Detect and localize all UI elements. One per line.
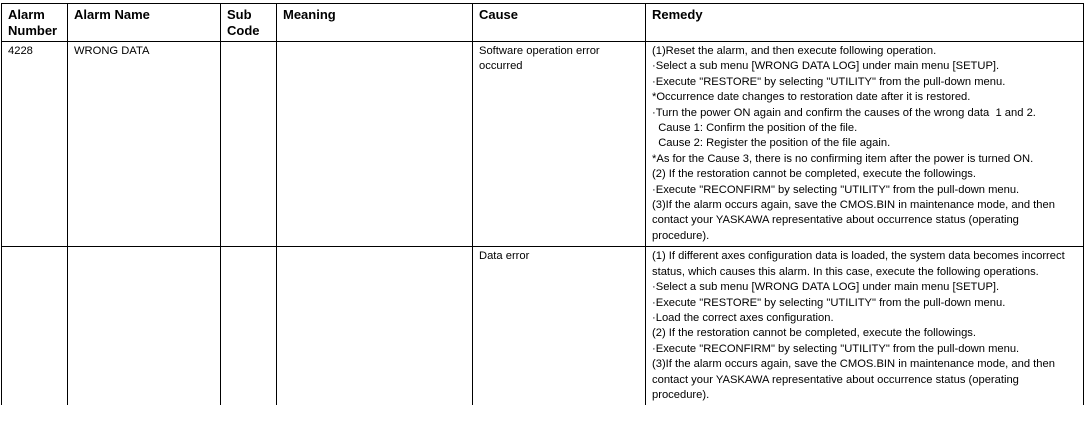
remedy-line: *As for the Cause 3, there is no confirming item after the power is turned ON. (652, 152, 1034, 165)
header-sub-code: Sub Code (221, 4, 277, 42)
header-meaning: Meaning (277, 4, 473, 42)
remedy-line: (1) If different axes configuration data is loaded, the system data becomes incorrect status, which causes this alarm. In this case, execute the following operations. (652, 250, 1068, 278)
cell-cause: Software operation error occurred (473, 42, 646, 247)
table-row (2, 247, 1084, 406)
header-row (2, 4, 1084, 42)
remedy-line: ·Execute "RESTORE" by selecting "UTILITY" from the pull-down menu. (652, 296, 1006, 309)
cell-alarm-name: WRONG DATA (68, 42, 221, 247)
cell-meaning (277, 247, 473, 406)
cell-cause: Data error (473, 247, 646, 406)
remedy-line: ·Execute "RECONFIRM" by selecting "UTILITY" from the pull-down menu. (652, 342, 1020, 355)
cell-alarm-number: 4228 (2, 42, 68, 247)
remedy-line: ·Execute "RECONFIRM" by selecting "UTILITY" from the pull-down menu. (652, 183, 1020, 196)
cell-remedy (646, 42, 1084, 247)
cell-alarm-name (68, 247, 221, 406)
header-alarm-number: Alarm Number (2, 4, 68, 42)
remedy-line: (3)If the alarm occurs again, save the CMOS.BIN in maintenance mode, and then contact your YASKAWA representative about occurrence status (operating procedure). (652, 199, 1059, 242)
remedy-line: Cause 1: Confirm the position of the file. (652, 122, 858, 135)
header-alarm-name: Alarm Name (68, 4, 221, 42)
cell-sub-code (221, 247, 277, 406)
cell-alarm-number (2, 247, 68, 406)
remedy-line: ·Turn the power ON again and confirm the causes of the wrong data 1 and 2. (652, 106, 1036, 119)
cell-remedy (646, 247, 1084, 406)
remedy-line: ·Select a sub menu [WRONG DATA LOG] under main menu [SETUP]. (652, 60, 1000, 73)
remedy-line: ·Load the correct axes configuration. (652, 311, 834, 324)
alarm-table (1, 3, 1084, 405)
header-remedy: Remedy (646, 4, 1084, 42)
cell-meaning (277, 42, 473, 247)
remedy-line: (1)Reset the alarm, and then execute following operation. (652, 45, 937, 57)
table-row (2, 42, 1084, 247)
remedy-line: ·Select a sub menu [WRONG DATA LOG] under main menu [SETUP]. (652, 281, 1000, 294)
remedy-line: Cause 2: Register the position of the file again. (652, 137, 891, 150)
remedy-line: ·Execute "RESTORE" by selecting "UTILITY" from the pull-down menu. (652, 75, 1006, 88)
remedy-line: (3)If the alarm occurs again, save the CMOS.BIN in maintenance mode, and then contact your YASKAWA representative about occurrence status (operating procedure). (652, 358, 1059, 401)
remedy-line: (2) If the restoration cannot be completed, execute the followings. (652, 327, 977, 340)
remedy-line: (2) If the restoration cannot be completed, execute the followings. (652, 168, 977, 181)
remedy-line: *Occurrence date changes to restoration date after it is restored. (652, 91, 971, 104)
header-cause: Cause (473, 4, 646, 42)
cell-sub-code (221, 42, 277, 247)
